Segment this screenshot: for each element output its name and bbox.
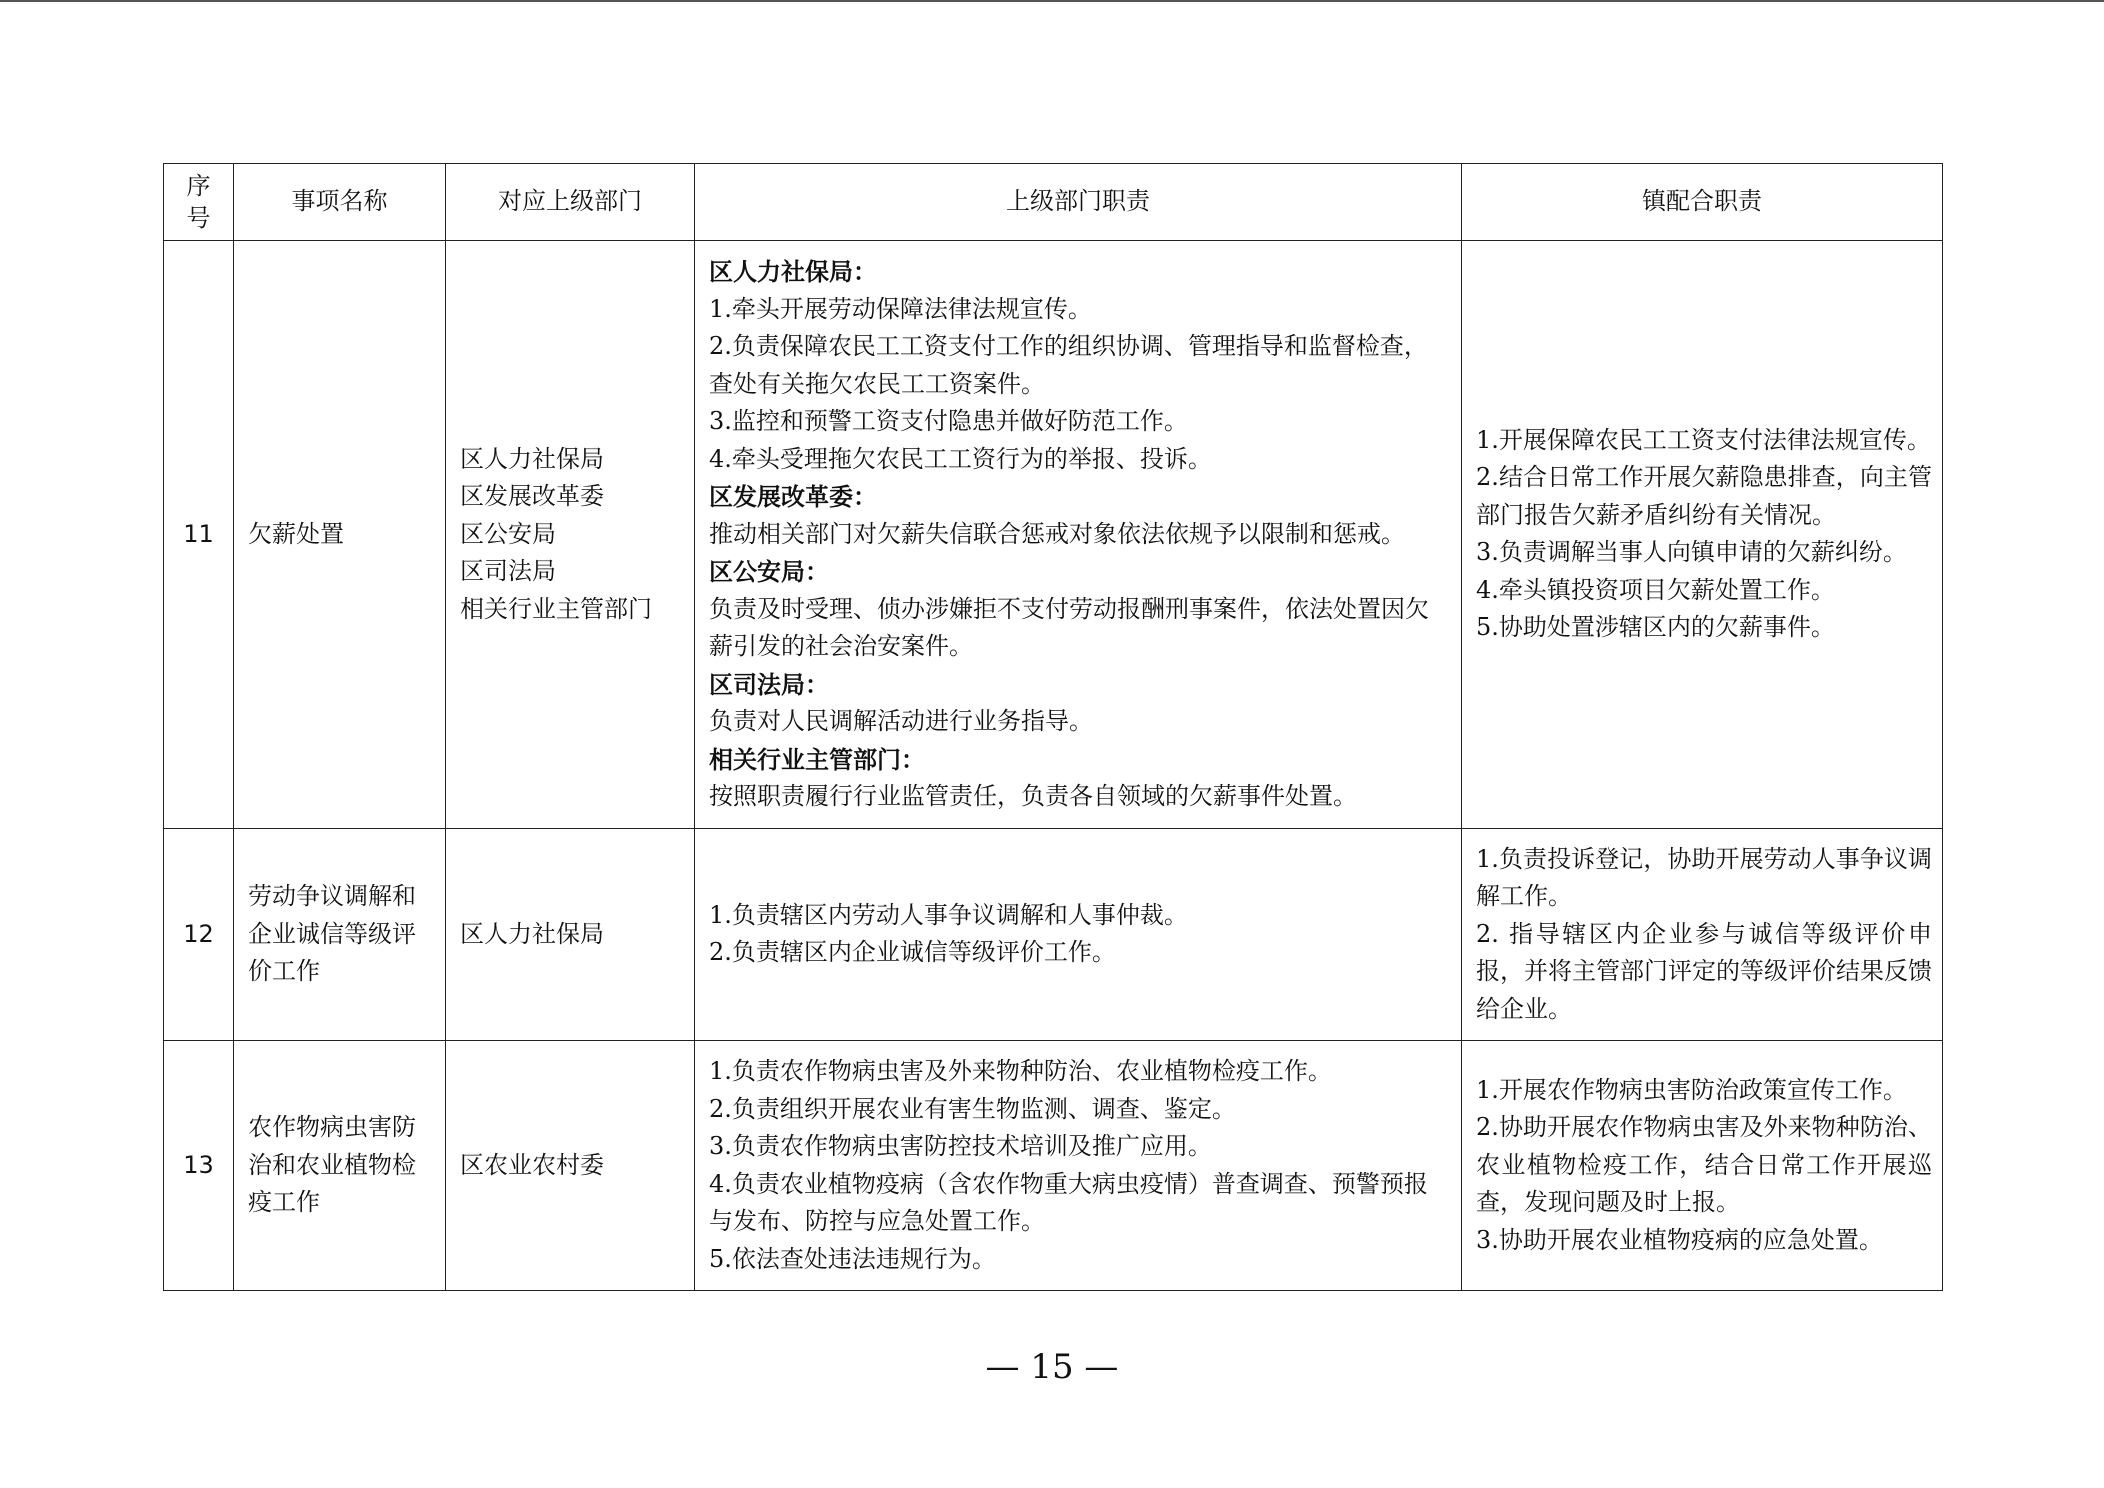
duty-item: 2.负责组织开展农业有害生物监测、调查、鉴定。 <box>709 1094 1236 1123</box>
town-duty-item: 2. 指导辖区内企业参与诚信等级评价申报，并将主管部门评定的等级评价结果反馈给企业。 <box>1476 919 1932 1023</box>
duty-item: 2.负责保障农民工工资支付工作的组织协调、管理指导和监督检查，查处有关拖欠农民工工资案件。 <box>709 332 1428 398</box>
item-name: 农作物病虫害防治和农业植物检疫工作 <box>248 1113 416 1217</box>
item-name: 劳动争议调解和企业诚信等级评价工作 <box>248 882 416 985</box>
town-duty-item: 2.结合日常工作开展欠薪隐患排查，向主管部门报告欠薪矛盾纠纷有关情况。 <box>1476 463 1932 529</box>
duty-dept-heading: 区司法局： <box>709 669 829 699</box>
row-number-cell <box>164 241 234 829</box>
duty-item: 1.负责辖区内劳动人事争议调解和人事仲裁。 <box>709 900 1188 929</box>
town-duty-item: 4.牵头镇投资项目欠薪处置工作。 <box>1476 575 1835 604</box>
col-header-town-duties: 镇配合职责 <box>1462 164 1943 241</box>
duty-item: 1.负责农作物病虫害及外来物种防治、农业植物检疫工作。 <box>709 1057 1332 1085</box>
top-border-line <box>0 0 2104 2</box>
table-header <box>164 164 1943 241</box>
row-number: 13 <box>183 1150 214 1179</box>
town-duty-item: 1.开展农作物病虫害防治政策宣传工作。 <box>1476 1075 1907 1104</box>
item-name: 欠薪处置 <box>248 519 344 548</box>
duty-item: 4.牵头受理拖欠农民工工资行为的举报、投诉。 <box>709 444 1212 473</box>
row-number: 12 <box>183 919 214 948</box>
item-name-cell <box>234 828 446 1041</box>
duty-item: 推动相关部门对欠薪失信联合惩戒对象依法依规予以限制和惩戒。 <box>709 519 1405 548</box>
town-duties-cell <box>1462 828 1943 1041</box>
superior-duties-cell <box>695 241 1462 829</box>
duty-item: 3.监控和预警工资支付隐患并做好防范工作。 <box>709 407 1188 435</box>
town-duties-cell <box>1462 1041 1943 1291</box>
duty-item: 负责对人民调解活动进行业务指导。 <box>709 707 1093 735</box>
item-name-cell <box>234 1041 446 1291</box>
col-header-superior-duties: 上级部门职责 <box>695 164 1462 241</box>
department-name: 区公安局 <box>460 519 556 548</box>
item-name-cell <box>234 241 446 829</box>
row-number-cell <box>164 828 234 1041</box>
department-name: 相关行业主管部门 <box>460 594 652 623</box>
header-row <box>164 164 1943 241</box>
department-name: 区人力社保局 <box>460 444 604 473</box>
superior-dept-cell <box>446 828 695 1041</box>
town-duty-item: 1.开展保障农民工工资支付法律法规宣传。 <box>1476 425 1931 454</box>
col-header-no: 序号 <box>164 164 234 241</box>
duty-item: 2.负责辖区内企业诚信等级评价工作。 <box>709 938 1116 967</box>
town-duty-item: 2.协助开展农作物病虫害及外来物种防治、农业植物检疫工作，结合日常工作开展巡查，发现问题及时上报。 <box>1476 1113 1932 1217</box>
duty-item: 3.负责农作物病虫害防控技术培训及推广应用。 <box>709 1132 1212 1160</box>
superior-dept-cell <box>446 1041 695 1291</box>
duty-item: 按照职责履行行业监管责任，负责各自领域的欠薪事件处置。 <box>709 782 1357 810</box>
duty-dept-heading: 区人力社保局： <box>709 257 877 286</box>
duty-item: 5.依法查处违法违规行为。 <box>709 1244 996 1273</box>
superior-duties-cell <box>695 828 1462 1041</box>
duties-table <box>163 163 1943 1291</box>
col-header-superior-dept: 对应上级部门 <box>446 164 695 241</box>
table-row <box>164 828 1943 1041</box>
row-number-cell <box>164 1041 234 1291</box>
town-duty-item: 3.负责调解当事人向镇申请的欠薪纠纷。 <box>1476 538 1907 567</box>
table-row <box>164 1041 1943 1291</box>
town-duty-item: 5.协助处置涉辖区内的欠薪事件。 <box>1476 613 1835 642</box>
duty-dept-heading: 相关行业主管部门： <box>709 744 925 774</box>
row-number: 11 <box>183 519 214 548</box>
department-name: 区农业农村委 <box>460 1150 604 1179</box>
town-duty-item: 3.协助开展农业植物疫病的应急处置。 <box>1476 1225 1883 1254</box>
superior-dept-cell <box>446 241 695 829</box>
page-number: — 15 — <box>985 1347 1119 1387</box>
duty-dept-heading: 区发展改革委： <box>709 482 877 511</box>
duty-item: 4.负责农业植物疫病（含农作物重大病虫疫情）普查调查、预警预报与发布、防控与应急处置工作。 <box>709 1169 1428 1235</box>
superior-duties-cell <box>695 1041 1462 1291</box>
table-row <box>164 241 1943 829</box>
duty-item: 负责及时受理、侦办涉嫌拒不支付劳动报酬刑事案件，依法处置因欠薪引发的社会治安案件。 <box>709 594 1429 660</box>
col-header-item-name: 事项名称 <box>234 164 446 241</box>
duty-dept-heading: 区公安局： <box>709 557 829 586</box>
town-duties-cell <box>1462 241 1943 829</box>
department-name: 区发展改革委 <box>460 482 604 510</box>
department-name: 区司法局 <box>460 557 556 585</box>
table-body <box>164 241 1943 1291</box>
department-name: 区人力社保局 <box>460 919 604 948</box>
town-duty-item: 1.负责投诉登记，协助开展劳动人事争议调解工作。 <box>1476 844 1932 910</box>
duty-item: 1.牵头开展劳动保障法律法规宣传。 <box>709 294 1092 323</box>
